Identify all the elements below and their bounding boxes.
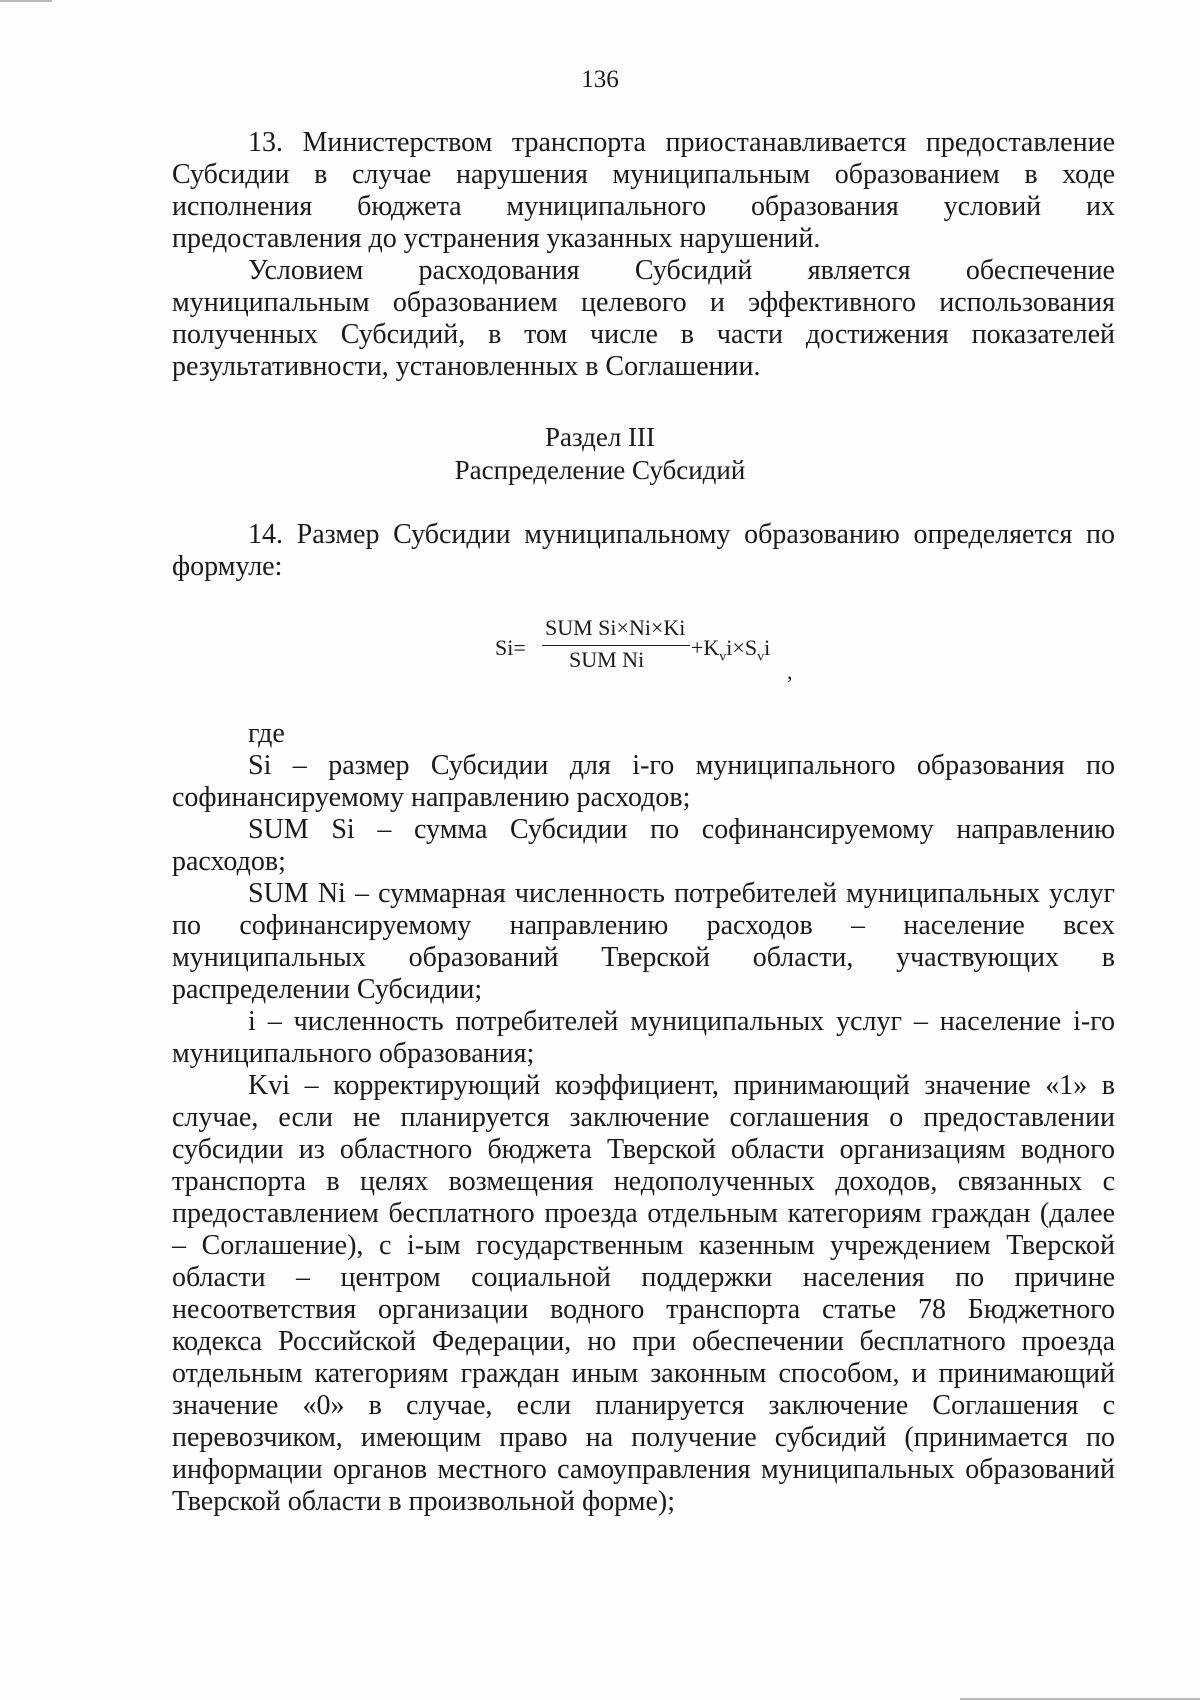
formula-denominator: SUM Ni [569,647,645,672]
paragraph-13: 13. Министерством транспорта приостанавливается предоставление Субсидии в случае нарушения муниципальным образованием в ходе исполнения бюджета муниципального образования условий их предоставления до устранения указанных нарушений. [172,127,1115,254]
definition-i: i – численность потребителей муниципальных услуг – население i-го муниципального образования; [172,1006,1115,1069]
paragraph-14: 14. Размер Субсидии муниципальному образованию определяется по формуле: [172,519,1115,582]
fraction-bar [542,645,690,646]
where-label: где [248,718,285,749]
formula-rhs: $+K_vi\times S_vi$ [691,635,771,665]
section-number: Раздел III [544,422,656,452]
scan-edge-mark [0,0,52,2]
definition-kvi: Kvi – корректирующий коэффициент, принимающий значение «1» в случае, если не планируется заключение соглашения о предоставлении субсидии из областного бюджета Тверской области организациям водного транспорта в целях возмещения недополученных доходов, связанных с предоставлением бесплатного проезда отдельным категориям граждан (далее – Соглашение), с i-ым государственным казенным учреждением Тверской области – центром социальной поддержки населения по причине несоответствия организации водного транспорта статье 78 Бюджетного кодекса Российской Федерации, но при обеспечении бесплатного проезда отдельным категориям граждан иным законным способом, и принимающий значение «0» в случае, если планируется заключение Соглашения с перевозчиком, имеющим право на получение субсидий (принимается по информации органов местного самоуправления муниципальных образований Тверской области в произвольной форме); [172,1070,1115,1517]
top-paragraphs [172,127,1115,383]
definition-si: Si – размер Субсидии для i-го муниципального образования по софинансируемому направлению расходов; [172,750,1115,813]
definition-sum-ni: SUM Ni – суммарная численность потребителей муниципальных услуг по софинансируемому направлению расходов – население всех муниципальных образований Тверской области, участвующих в распределении Субсидии; [172,878,1115,1005]
paragraph-14-block [172,519,1115,583]
formula-comma: , [787,659,793,684]
section-title: Распределение Субсидий [454,455,746,485]
definition-sum-si: SUM Si – сумма Субсидии по софинансируемому направлению расходов; [172,814,1115,877]
formula-lhs: Si= [495,635,526,660]
paragraph-condition: Условием расходования Субсидий является обеспечение муниципальным образованием целевого и эффективного использования полученных Субсидий, в том числе в части достижения показателей результативности, установленных в Соглашении. [172,255,1115,382]
formula-numerator: SUM Si×Ni×Ki [545,615,686,640]
page-number: 136 [581,66,619,93]
definitions-block [172,718,1115,1518]
